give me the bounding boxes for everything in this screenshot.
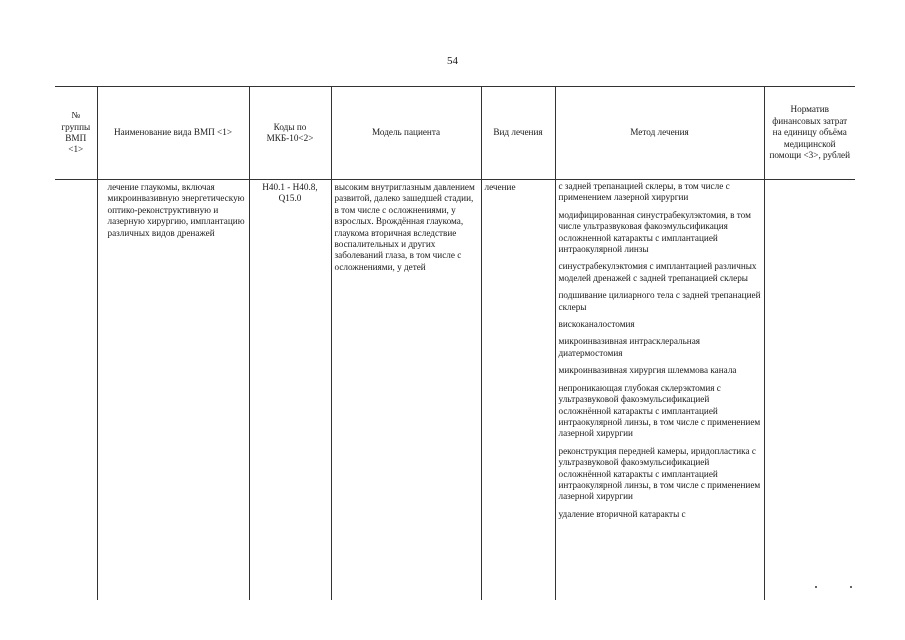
method-item: вискоканалостомия [558, 319, 635, 330]
method-item: микроинвазивная интрасклеральная диатермостомия [558, 336, 700, 358]
method-item: подшивание цилиарного тела с задней трепанацией склеры [558, 290, 761, 312]
method-item: реконструкция передней камеры, иридопластика с ультразвуковой факоэмульсификацией осложнённой катаракты с имплантацией интраокулярной линзы, в том числе с применением лазерной хирургии [558, 445, 761, 502]
cell-patient-model: высоким внутриглазным давлением развитой, далеко зашедшей стадии, в том числе с осложнениями, у взрослых. Врождённая глаукома, глаукома вторичная вследствие воспалительных и других заболеваний глаза, в том числе с осложнениями, у детей [331, 180, 481, 600]
header-icd-codes: Коды по МКБ-10<2> [249, 87, 331, 180]
header-patient-model: Модель пациента [331, 87, 481, 180]
cell-cost-norm [764, 180, 855, 600]
scan-speck [815, 586, 817, 588]
header-treatment-type: Вид лечения [481, 87, 555, 180]
cell-icd-codes: H40.1 - H40.8, Q15.0 [249, 180, 331, 600]
page-number: 54 [447, 55, 458, 67]
scan-speck [850, 586, 852, 588]
cell-treatment-methods [555, 180, 764, 600]
method-item: модифицированная синустрабекулэктомия, в том числе ультразвуковая факоэмульсификация осложненной катаракты с имплантацией интраокулярной линзы [558, 209, 751, 255]
cell-vmp-name: лечение глаукомы, включая микроинвазивную энергетическую оптико-реконструктивную и лазерную хирургию, имплантацию различных видов дренажей [97, 180, 249, 600]
table-header [55, 87, 855, 180]
cell-treatment-type: лечение [481, 180, 555, 600]
method-item: микроинвазивная хирургия шлеммова канала [558, 365, 737, 376]
method-item: синустрабекулэктомия с имплантацией различных моделей дренажей с задней трепанацией склеры [558, 261, 757, 283]
method-item: непроникающая глубокая склерэктомия с ультразвуковой факоэмульсификацией осложнённой катаракты с имплантацией интраокулярной линзы, в том числе с применением лазерной хирургии [558, 382, 761, 439]
header-treatment-method: Метод лечения [555, 87, 764, 180]
cell-group-number [55, 180, 97, 600]
header-vmp-name: Наименование вида ВМП <1> [97, 87, 249, 180]
table-row [55, 180, 855, 600]
vmp-table [55, 86, 855, 600]
header-cost-norm: Норматив финансовых затрат на единицу объёма медицинской помощи <3>, рублей [764, 87, 855, 180]
method-item: удаление вторичной катаракты с [558, 508, 686, 519]
header-group-number: № группы ВМП <1> [55, 87, 97, 180]
method-item: с задней трепанацией склеры, в том числе с применением лазерной хирургии [558, 181, 730, 203]
